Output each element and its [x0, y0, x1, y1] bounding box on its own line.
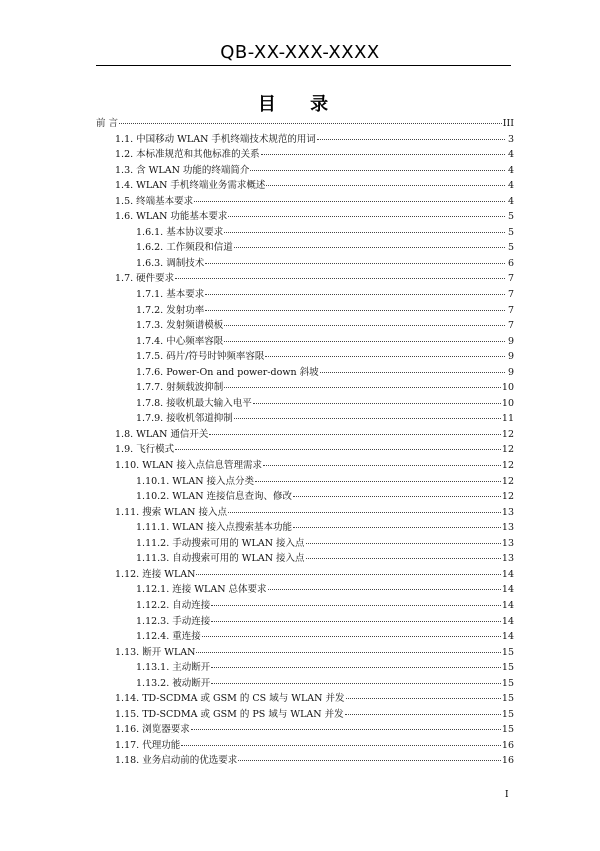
- dot-leader: [194, 201, 505, 202]
- toc-title: 目 录: [257, 94, 343, 115]
- toc-entry[interactable]: [96, 209, 514, 225]
- toc-entry-page: 6: [507, 257, 514, 269]
- toc-entry-page: 4: [507, 164, 514, 176]
- dot-leader: [209, 434, 500, 435]
- dot-leader: [306, 543, 501, 544]
- toc-entry-page: 7: [507, 289, 514, 301]
- dot-leader: [250, 170, 505, 171]
- toc-entry-title: 1.7.3. 发射频谱模板: [136, 320, 224, 332]
- toc-entry-title: 1.18. 业务启动前的优选要求: [115, 755, 238, 767]
- dot-leader: [224, 341, 505, 342]
- toc-entry-page: 15: [501, 693, 514, 705]
- toc-entry-title: 1.10. WLAN 接入点信息管理需求: [115, 460, 262, 472]
- toc-entry-title: 1.14. TD-SCDMA 或 GSM 的 CS 域与 WLAN 并发: [115, 693, 345, 705]
- dot-leader: [238, 760, 501, 761]
- toc-entry-title: 1.15. TD-SCDMA 或 GSM 的 PS 域与 WLAN 并发: [115, 708, 344, 720]
- toc-entry[interactable]: [96, 271, 514, 287]
- toc-entry-page: 15: [501, 677, 514, 689]
- toc-entry[interactable]: [96, 349, 514, 365]
- toc-entry-page: 15: [501, 646, 514, 658]
- dot-leader: [346, 698, 501, 699]
- toc-entry-title: 1.12.2. 自动连接: [136, 599, 211, 611]
- dot-leader: [119, 123, 502, 124]
- toc-entry-page: 9: [507, 335, 514, 347]
- toc-entry-page: 14: [501, 615, 514, 627]
- toc-entry[interactable]: [96, 614, 514, 630]
- dot-leader: [224, 232, 505, 233]
- toc-entry-page: 16: [501, 755, 514, 767]
- table-of-contents: [96, 116, 514, 769]
- toc-entry-title: 1.6.2. 工作频段和信道: [136, 242, 233, 254]
- toc-entry-title: 1.11.3. 自动搜索可用的 WLAN 接入点: [136, 553, 305, 565]
- toc-entry-page: 5: [507, 226, 514, 238]
- dot-leader: [224, 387, 501, 388]
- toc-entry[interactable]: [96, 753, 514, 769]
- toc-entry-title: 1.1. 中国移动 WLAN 手机终端技术规范的用词: [115, 133, 316, 145]
- toc-entry-page: 4: [507, 195, 514, 207]
- toc-entry-title: 1.8. WLAN 通信开关: [115, 428, 209, 440]
- toc-entry-title: 1.7.5. 码片/符号时钟频率容限: [136, 351, 265, 363]
- dot-leader: [293, 496, 501, 497]
- dot-leader: [175, 278, 505, 279]
- toc-entry[interactable]: [96, 318, 514, 334]
- toc-entry-title: 1.12.1. 连接 WLAN 总体要求: [136, 584, 267, 596]
- toc-entry[interactable]: [96, 303, 514, 319]
- toc-entry[interactable]: [96, 116, 514, 132]
- toc-entry-page: 10: [501, 382, 514, 394]
- toc-entry-title: 1.10.2. WLAN 连接信息查询、修改: [136, 491, 293, 503]
- header-rule: [96, 65, 511, 66]
- toc-entry-title: 1.12.4. 重连接: [136, 631, 201, 643]
- toc-entry[interactable]: [96, 505, 514, 521]
- toc-entry-page: 12: [501, 428, 514, 440]
- toc-entry-page: 12: [501, 475, 514, 487]
- toc-entry[interactable]: [96, 256, 514, 272]
- dot-leader: [306, 558, 501, 559]
- toc-entry-page: 13: [501, 506, 514, 518]
- toc-entry-page: 12: [501, 460, 514, 472]
- dot-leader: [253, 403, 501, 404]
- toc-entry[interactable]: [96, 458, 514, 474]
- toc-entry-title: 1.10.1. WLAN 接入点分类: [136, 475, 255, 487]
- toc-entry-page: 7: [507, 304, 514, 316]
- dot-leader: [191, 729, 501, 730]
- toc-entry-title: 1.11.2. 手动搜索可用的 WLAN 接入点: [136, 537, 305, 549]
- toc-entry-title: 1.7.4. 中心频率容限: [136, 335, 224, 347]
- page-number: I: [505, 790, 509, 800]
- dot-leader: [205, 310, 505, 311]
- toc-entry-page: 13: [501, 522, 514, 534]
- toc-entry[interactable]: [96, 660, 514, 676]
- dot-leader: [268, 589, 501, 590]
- toc-entry[interactable]: [96, 722, 514, 738]
- toc-entry-page: 10: [501, 397, 514, 409]
- dot-leader: [266, 185, 505, 186]
- toc-entry[interactable]: [96, 707, 514, 723]
- dot-leader: [181, 745, 501, 746]
- toc-entry[interactable]: [96, 567, 514, 583]
- dot-leader: [196, 574, 500, 575]
- toc-entry-page: 12: [501, 444, 514, 456]
- dot-leader: [224, 325, 505, 326]
- toc-entry[interactable]: [96, 520, 514, 536]
- toc-entry-title: 1.11. 搜索 WLAN 接入点: [115, 506, 227, 518]
- toc-entry[interactable]: [96, 427, 514, 443]
- dot-leader: [211, 667, 501, 668]
- toc-entry-title: 1.7.8. 接收机最大输入电平: [136, 397, 252, 409]
- dot-leader: [261, 154, 505, 155]
- toc-entry[interactable]: [96, 598, 514, 614]
- toc-entry-page: 4: [507, 149, 514, 161]
- toc-entry-page: 15: [501, 724, 514, 736]
- toc-entry-title: 1.7.6. Power-On and power-down 斜坡: [136, 366, 319, 378]
- toc-entry-title: 1.11.1. WLAN 接入点搜索基本功能: [136, 522, 293, 534]
- toc-entry-page: 14: [501, 599, 514, 611]
- toc-entry-title: 1.6. WLAN 功能基本要求: [115, 211, 228, 223]
- toc-entry-page: 4: [507, 180, 514, 192]
- toc-entry-page: 9: [507, 351, 514, 363]
- toc-entry-title: 1.13.2. 被动断开: [136, 677, 211, 689]
- dot-leader: [255, 481, 501, 482]
- toc-entry[interactable]: [96, 163, 514, 179]
- toc-entry-page: 5: [507, 242, 514, 254]
- dot-leader: [345, 714, 501, 715]
- toc-entry-page: 13: [501, 537, 514, 549]
- toc-entry[interactable]: [96, 396, 514, 412]
- toc-entry[interactable]: [96, 240, 514, 256]
- toc-entry-page: 14: [501, 584, 514, 596]
- toc-entry-title: 1.3. 含 WLAN 功能的终端简介: [115, 164, 250, 176]
- toc-entry-title: 1.4. WLAN 手机终端业务需求概述: [115, 180, 266, 192]
- dot-leader: [196, 652, 500, 653]
- dot-leader: [205, 294, 505, 295]
- dot-leader: [205, 263, 505, 264]
- toc-entry-title: 1.7.2. 发射功率: [136, 304, 205, 316]
- dot-leader: [211, 621, 501, 622]
- toc-entry[interactable]: [96, 380, 514, 396]
- toc-entry[interactable]: [96, 691, 514, 707]
- toc-entry[interactable]: [96, 334, 514, 350]
- dot-leader: [234, 247, 505, 248]
- dot-leader: [202, 636, 501, 637]
- dot-leader: [234, 418, 501, 419]
- toc-entry-page: 9: [507, 366, 514, 378]
- dot-leader: [320, 372, 505, 373]
- toc-entry[interactable]: [96, 225, 514, 241]
- toc-entry[interactable]: [96, 738, 514, 754]
- toc-entry-page: 11: [501, 413, 514, 425]
- toc-entry[interactable]: [96, 536, 514, 552]
- document-code-header: QB-XX-XXX-XXXX: [220, 42, 380, 63]
- toc-entry[interactable]: [96, 287, 514, 303]
- toc-entry-title: 1.17. 代理功能: [115, 739, 181, 751]
- toc-entry[interactable]: [96, 194, 514, 210]
- toc-entry-page: 3: [507, 133, 514, 145]
- toc-entry-page: 12: [501, 491, 514, 503]
- toc-entry-title: 1.12. 连接 WLAN: [115, 568, 196, 580]
- dot-leader: [211, 605, 501, 606]
- toc-entry[interactable]: [96, 147, 514, 163]
- dot-leader: [265, 356, 505, 357]
- toc-entry[interactable]: [96, 178, 514, 194]
- toc-entry-page: 15: [501, 662, 514, 674]
- toc-entry-title: 1.12.3. 手动连接: [136, 615, 211, 627]
- toc-entry-title: 1.9. 飞行模式: [115, 444, 175, 456]
- toc-entry-page: 5: [507, 211, 514, 223]
- toc-entry[interactable]: [96, 365, 514, 381]
- toc-entry-title: 1.6.1. 基本协议要求: [136, 226, 224, 238]
- dot-leader: [293, 527, 501, 528]
- toc-entry-title: 1.5. 终端基本要求: [115, 195, 194, 207]
- toc-entry[interactable]: [96, 629, 514, 645]
- toc-entry-title: 1.13.1. 主动断开: [136, 662, 211, 674]
- toc-entry-title: 1.16. 浏览器要求: [115, 724, 190, 736]
- toc-entry[interactable]: [96, 551, 514, 567]
- dot-leader: [228, 216, 505, 217]
- dot-leader: [263, 465, 501, 466]
- toc-entry[interactable]: [96, 676, 514, 692]
- toc-entry[interactable]: [96, 474, 514, 490]
- dot-leader: [175, 449, 501, 450]
- toc-entry-title: 1.7.9. 接收机邻道抑制: [136, 413, 233, 425]
- toc-entry[interactable]: [96, 489, 514, 505]
- toc-entry-title: 1.6.3. 调制技术: [136, 257, 205, 269]
- toc-entry-page: 7: [507, 320, 514, 332]
- toc-entry-page: III: [502, 118, 514, 129]
- toc-entry-page: 14: [501, 631, 514, 643]
- toc-entry-title: 1.7.1. 基本要求: [136, 289, 205, 301]
- toc-entry[interactable]: [96, 132, 514, 148]
- toc-entry-page: 14: [501, 568, 514, 580]
- dot-leader: [317, 139, 505, 140]
- toc-entry-page: 16: [501, 739, 514, 751]
- toc-entry-title: 1.7. 硬件要求: [115, 273, 175, 285]
- dot-leader: [228, 512, 501, 513]
- toc-entry-page: 15: [501, 708, 514, 720]
- toc-entry[interactable]: [96, 411, 514, 427]
- toc-entry-page: 13: [501, 553, 514, 565]
- dot-leader: [211, 683, 501, 684]
- toc-entry[interactable]: [96, 442, 514, 458]
- toc-entry-title: 前 言: [96, 118, 119, 129]
- toc-entry-title: 1.2. 本标准规范和其他标准的关系: [115, 149, 260, 161]
- toc-entry-page: 7: [507, 273, 514, 285]
- toc-entry-title: 1.13. 断开 WLAN: [115, 646, 196, 658]
- toc-entry[interactable]: [96, 645, 514, 661]
- toc-entry-title: 1.7.7. 射频载波抑制: [136, 382, 224, 394]
- toc-entry[interactable]: [96, 582, 514, 598]
